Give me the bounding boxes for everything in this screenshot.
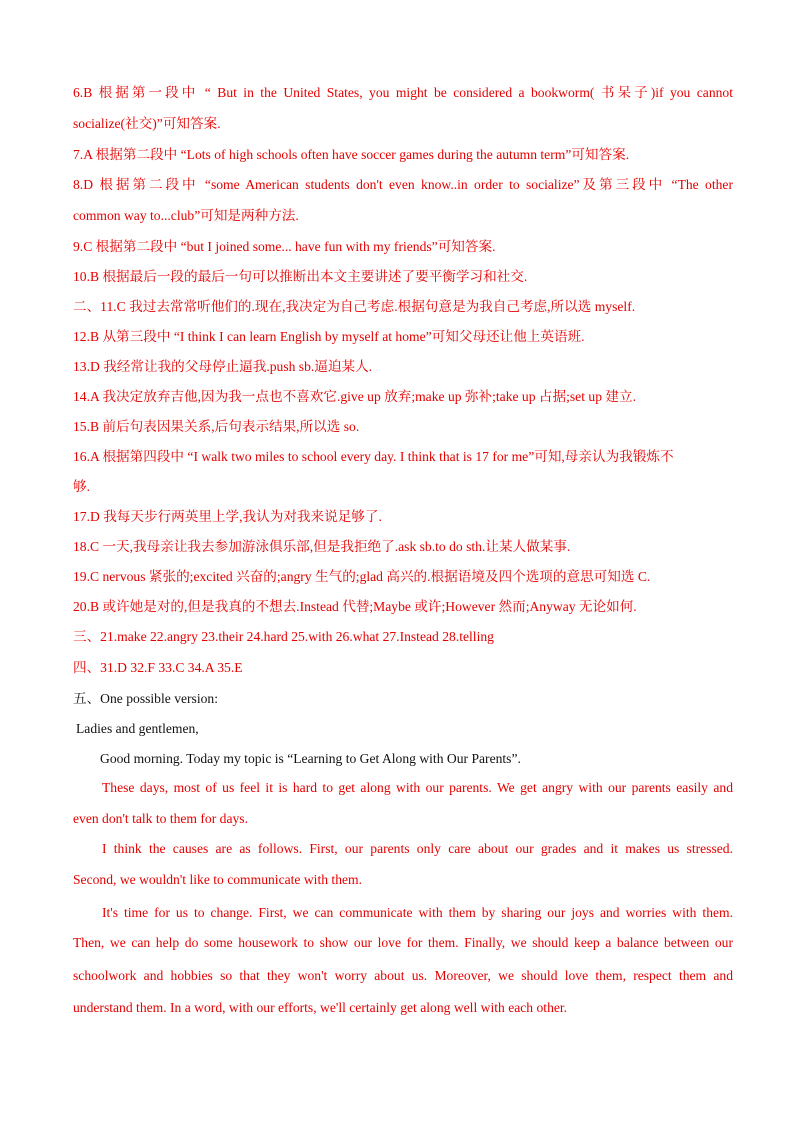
essay-paragraph-3: It's time for us to change. First, we can communicate with them by sharing our joys and worries with them. [102, 905, 733, 920]
answer-6-cont: socialize(社交)”可知答案. [73, 116, 221, 131]
answer-16-cont: 够. [73, 479, 90, 494]
essay-paragraph-2-cont: Second, we wouldn't like to communicate with them. [73, 872, 362, 887]
essay-paragraph-3-cont-3: understand them. In a word, with our efforts, we'll certainly get along well with each other. [73, 1000, 568, 1015]
answer-8: 8.D 根据第二段中 “some American students don't even know..in order to socialize”及第三段中 “The other [73, 177, 733, 192]
answer-14: 14.A 我决定放弃吉他,因为我一点也不喜欢它.give up 放弃;make up 弥补;take up 占据;set up 建立. [73, 389, 636, 404]
answer-10: 10.B 根据最后一段的最后一句可以推断出本文主要讲述了要平衡学习和社交. [73, 269, 528, 284]
answer-7: 7.A 根据第二段中 “Lots of high schools often have soccer games during the autumn term”可知答案. [73, 147, 630, 162]
answer-15: 15.B 前后句表因果关系,后句表示结果,所以选 so. [73, 419, 360, 434]
essay-paragraph-1: These days, most of us feel it is hard to get along with our parents. We get angry with our parents easily and [102, 780, 733, 795]
answer-12: 12.B 从第三段中 “I think I can learn English by myself at home”可知父母还让他上英语班. [73, 329, 585, 344]
answer-6: 6.B 根据第一段中 “ But in the United States, you might be considered a bookworm( 书呆子)if you cannot [73, 85, 733, 100]
essay-salutation: Ladies and gentlemen, [76, 721, 199, 736]
answer-8-cont: common way to...club”可知是两种方法. [73, 208, 299, 223]
answer-20: 20.B 或许她是对的,但是我真的不想去.Instead 代替;Maybe 或许;However 然而;Anyway 无论如何. [73, 599, 637, 614]
essay-paragraph-3-cont-1: Then, we can help do some housework to show our love for them. Finally, we should keep a balance between our [73, 935, 733, 950]
essay-paragraph-3-cont-2: schoolwork and hobbies so that they won't worry about us. Moreover, we should love them, respect them and [73, 968, 733, 983]
essay-paragraph-1-cont: even don't talk to them for days. [73, 811, 248, 826]
answer-19: 19.C nervous 紧张的;excited 兴奋的;angry 生气的;glad 高兴的.根据语境及四个选项的意思可知选 C. [73, 569, 651, 584]
section-3-answers: 三、21.make 22.angry 23.their 24.hard 25.with 26.what 27.Instead 28.telling [73, 629, 494, 644]
section-4-answers: 四、31.D 32.F 33.C 34.A 35.E [73, 660, 243, 675]
answer-17: 17.D 我每天步行两英里上学,我认为对我来说足够了. [73, 509, 382, 524]
essay-greeting: Good morning. Today my topic is “Learning to Get Along with Our Parents”. [100, 751, 521, 766]
answer-11: 二、11.C 我过去常常听他们的.现在,我决定为自己考虑.根据句意是为我自己考虑,所以选 myself. [73, 299, 636, 314]
answer-16: 16.A 根据第四段中 “I walk two miles to school every day. I think that is 17 for me”可知,母亲认为我锻炼不 [73, 449, 674, 464]
answer-9: 9.C 根据第二段中 “but I joined some... have fun with my friends”可知答案. [73, 239, 496, 254]
essay-paragraph-2: I think the causes are as follows. First, our parents only care about our grades and it makes us stressed. [102, 841, 733, 856]
section-5-heading: 五、One possible version: [73, 691, 218, 706]
answer-18: 18.C 一天,我母亲让我去参加游泳俱乐部,但是我拒绝了.ask sb.to do sth.让某人做某事. [73, 539, 571, 554]
answer-13: 13.D 我经常让我的父母停止逼我.push sb.逼迫某人. [73, 359, 373, 374]
